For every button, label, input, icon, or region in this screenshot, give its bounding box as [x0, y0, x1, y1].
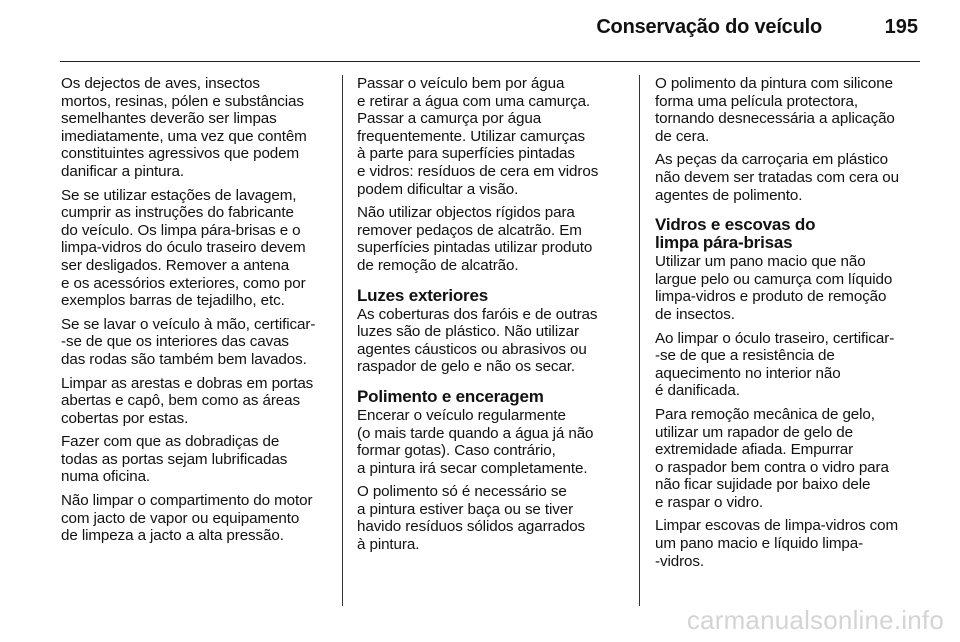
paragraph: O polimento só é necessário se a pintura estiver baça ou se tiver havido resíduos sólidos agarrados à pintura.: [357, 483, 586, 554]
paragraph: Os dejectos de aves, insectos mortos, resinas, pólen e substâncias semelhantes deverão ser limpas imediatamente, uma vez que contêm constituintes agressivos que podem danificar a pintura.: [61, 75, 307, 180]
page-number: 195: [884, 16, 918, 38]
column-divider: [639, 75, 640, 606]
paragraph: Limpar escovas de limpa-vidros com um pano macio e líquido limpa- -vidros.: [655, 517, 899, 570]
paragraph: Para remoção mecânica de gelo, utilizar um rapador de gelo de extremidade afiada. Empurrar o raspador bem contra o vidro para não ficar sujidade por baixo dele e raspar o vidro.: [655, 405, 889, 511]
paragraph: As peças da carroçaria em plástico não devem ser tratadas com cera ou agentes de polimento.: [655, 151, 899, 204]
paragraph: Não limpar o compartimento do motor com jacto de vapor ou equipamento de limpeza a jacto a alta pressão.: [61, 492, 313, 545]
paragraph: Não utilizar objectos rígidos para remover pedaços de alcatrão. Em superfícies pintadas utilizar produto de remoção de alcatrão.: [357, 204, 593, 274]
paragraph: Ao limpar o óculo traseiro, certificar- -se de que a resistência de aquecimento no interior não é danificada.: [655, 329, 895, 400]
section-heading-glass-wipers: Vidros e escovas do limpa pára-brisas: [655, 215, 816, 253]
paragraph: Limpar as arestas e dobras em portas abertas e capô, bem como as áreas cobertas por estas.: [61, 374, 314, 427]
paragraph: Se se utilizar estações de lavagem, cumprir as instruções do fabricante do veículo. Os limpa pára-brisas e o limpa-vidros do óculo traseiro devem ser desligados. Remover a antena e os acessórios exteriores, como por exemplos barras de tejadilho, etc.: [61, 186, 306, 310]
paragraph: Encerar o veículo regularmente (o mais tarde quando a água já não formar gotas). Caso contrário, a pintura irá secar completamente.: [357, 406, 594, 477]
header-rule: [60, 61, 920, 62]
paragraph: Utilizar um pano macio que não largue pelo ou camurça com líquido limpa-vidros e produto de remoção de insectos.: [655, 253, 893, 323]
section-heading-polishing: Polimento e enceragem: [357, 386, 544, 406]
section-heading-exterior-lights: Luzes exteriores: [357, 285, 488, 305]
column-divider: [342, 75, 343, 606]
text-column-3: [655, 75, 921, 576]
text-column-2: [357, 75, 623, 560]
paragraph: As coberturas dos faróis e de outras luzes são de plástico. Não utilizar agentes cáusticos ou abrasivos ou raspador de gelo e não os secar.: [357, 305, 598, 376]
watermark: carmanualsonline.info: [686, 605, 944, 635]
paragraph: Fazer com que as dobradiças de todas as portas sejam lubrificadas numa oficina.: [61, 433, 288, 486]
page-header: [60, 14, 920, 50]
paragraph: Se se lavar o veículo à mão, certificar- -se de que os interiores das cavas das rodas são também bem lavados.: [61, 315, 316, 368]
paragraph: O polimento da pintura com silicone forma uma película protectora, tornando desnecessária a aplicação de cera.: [655, 75, 895, 145]
text-column-1: [61, 75, 327, 551]
page-title: Conservação do veículo: [596, 16, 822, 38]
paragraph: Passar o veículo bem por água e retirar a água com uma camurça. Passar a camurça por água frequentemente. Utilizar camurças à parte para superfícies pintadas e vidros: resíduos de cera em vidros podem dificultar a visão.: [357, 75, 599, 198]
